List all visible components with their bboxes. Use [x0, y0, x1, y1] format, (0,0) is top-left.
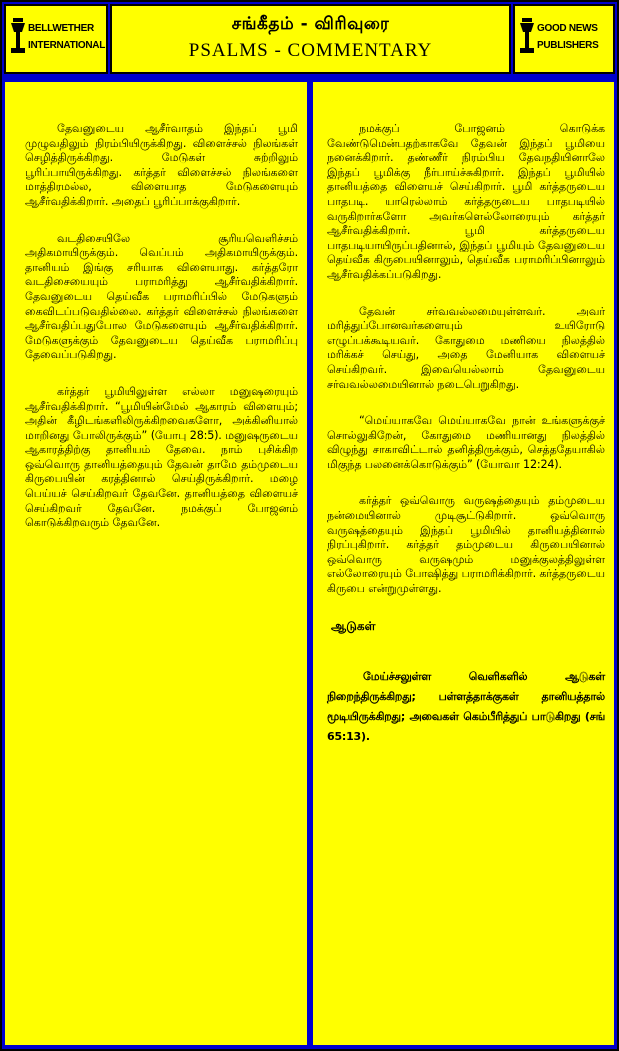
- logo-line-1: GOOD NEWS: [537, 23, 598, 34]
- pulpit-icon: [519, 18, 535, 56]
- left-logo: [4, 4, 108, 74]
- logo-line-2: INTERNATIONAL: [28, 40, 106, 51]
- paragraph: வடதிசையிலே சூரியவெளிச்சம் அதிகமாயிருக்கும். வெப்பம் அதிகமாயிருக்கும். தானியம் இங்கு சரியாக விளையாது. கர்த்தரோ வடதிசையையும் பராமரித்து ஆசீர்வதிக்கிறார். தேவனுடைய தெய்வீக பராமரிப்பில் மேடுகளும் கைவிடப்படுவதில்லை. கர்த்தர் விளைச்சல் நிலங்களை ஆசீர்வதிப்பதுபோல மேடுகளையும் ஆசீர்வதிக்கிறார். மேடுகளுக்கும் தேவனுடைய தெய்வீக பராமரிப்பு தேவைப்படுகிறது.: [25, 231, 298, 362]
- header: [2, 2, 617, 78]
- content-frame: [2, 78, 617, 1049]
- right-column: [313, 82, 614, 1045]
- pulpit-icon: [10, 18, 26, 56]
- title-box: [110, 4, 511, 74]
- paragraph: தேவனுடைய ஆசீர்வாதம் இந்தப் பூமி முழுவதிலும் நிரம்பியிருக்கிறது. விளைச்சல் நிலங்கள் செழித்திருக்கிறது. மேடுகள் சுற்றிலும் பூரிப்பாயிருக்கிறது. கர்த்தர் விளைச்சல் நிலங்களை மாத்திரமல்ல, விளையாத மேடுகளையும் ஆசீர்வதிக்கிறார். அதைப் பூரிப்பாக்குகிறார்.: [25, 122, 298, 208]
- verse-quote: மேய்ச்சலுள்ள வெளிகளில் ஆடுகள் நிறைந்திருக்கிறது; பள்ளத்தாக்குகள் தானியத்தால் மூடியிருக்கிறது; அவைகள் கெம்பீரித்துப் பாடுகிறது (சங் 65:13).: [327, 669, 605, 743]
- title-english: PSALMS - COMMENTARY: [188, 40, 433, 61]
- logo-line-1: BELLWETHER: [28, 23, 94, 34]
- left-column: [5, 82, 307, 1045]
- paragraph: தேவன் சர்வவல்லமையுள்ளவர். அவர் மரித்துப்போனவர்களையும் உயிரோடு எழுப்பக்கூடியவர். கோதுமை மணியை நிலத்தில் மரிக்கச் செய்து, அதை மேனியாக விளையச் செய்கிறவர். இவையெல்லாம் தேவனுடைய சர்வவல்லமையினால் நடைபெறுகிறது.: [327, 304, 605, 391]
- paragraph: கர்த்தர் பூமியிலுள்ள எல்லா மனுஷரையும் ஆசீர்வதிக்கிறார். “பூமியின்மேல் ஆகாரம் விளையும்; அதின் கீழிடங்களிலிருக்கிறவைகளோ, அக்கினியால் மாறினது போலிருக்கும்” (யோபு 28:5). மனுஷருடைய ஆகாரத்திற்கு தானியம் தேவை. நாம் புசிக்கிற ஒவ்வொரு தானியத்தையும் தேவன் தாமே தம்முடைய கிருபையின் கரத்தினால் செய்திருக்கிறார். மழை பெய்யச் செய்கிறவர் தேவனே. தானியத்தை விளையச் செய்கிறவர் தேவனே. நமக்குப் போஜனம் கொடுக்கிறவரும் தேவனே.: [25, 384, 298, 530]
- paragraph: “மெய்யாகவே மெய்யாகவே நான் உங்களுக்குச் சொல்லுகிறேன், கோதுமை மணியானது நிலத்தில் விழுந்து சாகாவிட்டால் தனித்திருக்கும், செத்ததேயாகில் மிகுந்த பலனைக்கொடுக்கும்” (யோவா 12:24).: [327, 414, 605, 471]
- title-tamil: சங்கீதம் - விரிவுரை: [231, 14, 390, 34]
- right-logo: [513, 4, 615, 74]
- paragraph: நமக்குப் போஜனம் கொடுக்க வேண்டுமென்பதற்காகவே தேவன் இந்தப் பூமியை நனைக்கிறார். தண்ணீர் நிரம்பிய தேவநதியினாலே இந்தப் பூமிக்கு நீர்பாய்ச்சுகிறார். இந்தப் பூமியில் தானியத்தை விளையச் செய்கிறார். பூமி கர்த்தருடைய பாதபடி. யாரெல்லாம் கர்த்தருடைய பாதபடியில் வருகிறார்களோ அவர்களெல்லோரையும் கர்த்தர் ஆசீர்வதிக்கிறார். பூமி கர்த்தருடைய பாதபடியாயிருப்பதினால், இந்தப் பூமியும் தேவனுடைய தெய்வீக கிருபையினாலும், தெய்வீக பராமரிப்பினாலும் ஆசீர்வதிக்கப்படுகிறது.: [327, 122, 605, 281]
- paragraph: கர்த்தர் ஒவ்வொரு வருஷத்தையும் தம்முடைய நன்மையினால் முடிசூட்டுகிறார். ஒவ்வொரு வருஷத்தையும் இந்தப் பூமியில் தானியத்தினால் நிரப்புகிறார். கர்த்தர் தம்முடைய கிருபையினால் ஒவ்வொரு வருஷமும் மனுக்குலத்திலுள்ள எல்லோரையும் போஷித்து பராமரிக்கிறார். கர்த்தருடைய கிருபை என்றுமுள்ளது.: [327, 494, 605, 596]
- section-heading: ஆடுகள்: [331, 618, 376, 633]
- logo-line-2: PUBLISHERS: [537, 40, 599, 51]
